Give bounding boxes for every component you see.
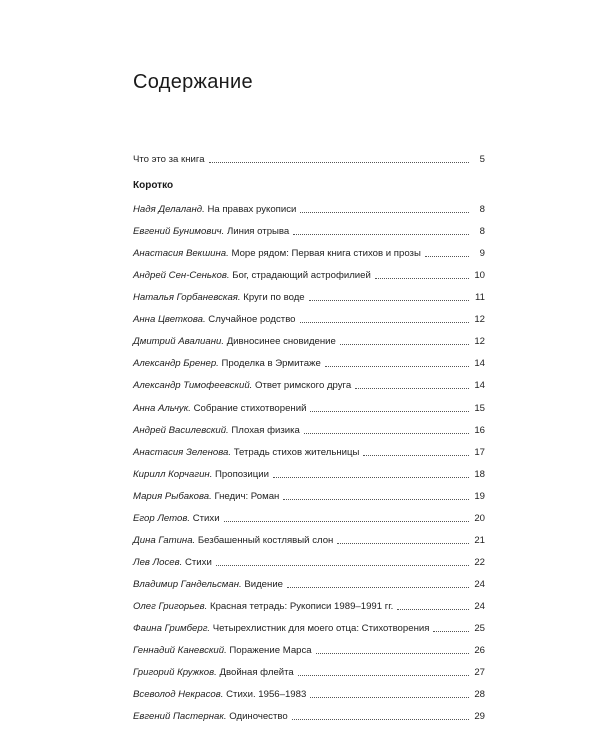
toc-leader-dots: [425, 255, 469, 257]
toc-row[interactable]: [133, 707, 485, 723]
toc-title: Проделка в Эрмитаже: [221, 358, 321, 370]
toc-row[interactable]: [133, 509, 485, 525]
toc-row[interactable]: [133, 531, 485, 547]
toc-row[interactable]: [133, 575, 485, 591]
toc-row[interactable]: [133, 376, 485, 392]
toc-page-number: 20: [474, 512, 485, 524]
toc-row[interactable]: [133, 619, 485, 635]
toc-title: Стихи: [184, 556, 212, 568]
toc-leader-dots: [433, 630, 469, 632]
toc-page-number: 12: [474, 314, 485, 326]
toc-author: Геннадий Каневский.: [133, 645, 227, 656]
toc-row[interactable]: [133, 553, 485, 569]
toc-page-number: 24: [474, 578, 485, 590]
toc-row[interactable]: [133, 266, 485, 282]
toc-page-number: 9: [479, 248, 485, 260]
toc-author: Кирилл Корчагин.: [133, 468, 213, 480]
toc-entry: [133, 292, 305, 304]
toc-author: Анна Альчук.: [133, 402, 191, 414]
toc-entry: [133, 358, 321, 370]
toc-page-number: 25: [474, 623, 485, 634]
toc-row[interactable]: [133, 200, 485, 216]
toc-author: Евгений Пастернак.: [133, 711, 227, 723]
toc-author: Анна Цветкова.: [133, 314, 206, 326]
toc-leader-dots: [292, 718, 469, 720]
toc-title: Безбашенный костлявый слон: [197, 534, 334, 546]
toc-title: Видение: [244, 578, 284, 590]
toc-row[interactable]: [133, 421, 485, 437]
toc-title: Двойная флейта: [219, 667, 294, 678]
toc-leader-dots: [337, 542, 469, 544]
toc-entry: [133, 689, 306, 701]
toc-row[interactable]: [133, 399, 485, 415]
toc-row[interactable]: [133, 354, 485, 370]
toc-author: Анастасия Векшина.: [133, 248, 229, 260]
toc-leader-dots: [209, 161, 469, 163]
toc-author: Фаина Гримберг.: [133, 623, 211, 634]
toc-title: Пропозиции: [215, 468, 269, 480]
toc-row[interactable]: [133, 597, 485, 613]
toc-leader-dots: [375, 277, 469, 279]
toc-title: На правах рукописи: [207, 204, 297, 215]
toc-page-number: 16: [474, 424, 485, 436]
toc-page-number: 8: [479, 226, 485, 238]
toc-entry: [133, 469, 269, 481]
toc-leader-dots: [224, 520, 469, 522]
toc-entry: [133, 380, 351, 392]
toc-title: Стихи. 1956–1983: [226, 689, 307, 701]
toc-row[interactable]: [133, 288, 485, 304]
toc-author: Дмитрий Авалиани.: [133, 336, 225, 348]
toc-page-number: 22: [474, 556, 485, 568]
toc-page-number: 5: [479, 154, 485, 165]
toc-entry: [133, 535, 333, 547]
toc-entry: [133, 403, 306, 415]
toc-row[interactable]: [133, 310, 485, 326]
toc-entry: [133, 557, 212, 569]
toc-leader-dots: [309, 299, 469, 301]
toc-entry: [133, 623, 429, 635]
toc-leader-dots: [273, 476, 469, 478]
toc-leader-dots: [340, 343, 469, 345]
toc-entry: [133, 645, 312, 657]
toc-leader-dots: [216, 564, 469, 566]
toc-leader-dots: [397, 608, 469, 610]
toc-leader-dots: [363, 454, 469, 456]
toc-entry: [133, 601, 393, 613]
toc-leader-dots: [355, 387, 469, 389]
toc-row[interactable]: [133, 663, 485, 679]
toc-leader-dots: [310, 696, 469, 698]
toc-title: Бог, страдающий астрофилией: [232, 270, 371, 282]
toc-row[interactable]: [133, 685, 485, 701]
toc-title: Одиночество: [229, 711, 288, 723]
toc-author: Надя Делаланд.: [133, 204, 205, 215]
toc-title: Собрание стихотворений: [193, 402, 307, 414]
toc-entry: [133, 513, 220, 525]
toc-entry: [133, 336, 336, 348]
toc-leader-dots: [310, 410, 469, 412]
toc-author: Лев Лосев.: [133, 556, 183, 568]
page-title: Содержание: [133, 71, 253, 93]
toc-row[interactable]: [133, 222, 485, 238]
toc-author: Александр Тимофеевский.: [133, 380, 253, 392]
toc-page-number: 21: [474, 534, 485, 546]
toc-page-number: 24: [474, 600, 485, 612]
toc-title: Тетрадь стихов жительницы: [233, 446, 360, 458]
toc-author: Олег Григорьев.: [133, 600, 208, 612]
toc-page-number: 19: [474, 490, 485, 502]
toc-author: Владимир Гандельсман.: [133, 578, 242, 590]
toc-entry-title: Что это за книга: [133, 154, 205, 165]
toc-entry: [133, 491, 279, 503]
toc-entry: [133, 667, 294, 679]
toc-page-number: 14: [474, 358, 485, 370]
toc-author: Наталья Горбаневская.: [133, 292, 241, 304]
toc-author: Дина Гатина.: [133, 534, 196, 546]
toc-leader-dots: [300, 211, 469, 213]
toc-title: Случайное родство: [208, 314, 296, 326]
toc-leader-dots: [316, 652, 469, 654]
toc-row-intro[interactable]: [133, 150, 485, 166]
toc-row[interactable]: [133, 443, 485, 459]
toc-leader-dots: [283, 498, 469, 500]
toc-title: Круги по воде: [243, 292, 305, 304]
toc-entry: [133, 314, 296, 326]
toc-entry: [133, 204, 296, 216]
toc-title: Гнедич: Роман: [214, 490, 280, 502]
toc-page-number: 15: [474, 402, 485, 414]
toc-title: Красная тетрадь: Рукописи 1989–1991 гг.: [210, 600, 394, 612]
toc-leader-dots: [287, 586, 469, 588]
toc-row[interactable]: [133, 332, 485, 348]
toc-page-number: 12: [474, 336, 485, 348]
toc-page-number: 29: [474, 711, 485, 723]
toc-title: Ответ римского друга: [255, 380, 352, 392]
toc-leader-dots: [304, 432, 469, 434]
toc-page-number: 28: [474, 689, 485, 701]
toc-author: Егор Летов.: [133, 512, 191, 524]
toc-leader-dots: [300, 321, 469, 323]
section-heading: Коротко: [133, 180, 174, 191]
toc-title: Линия отрыва: [227, 226, 290, 238]
toc-title: Дивносинее сновидение: [226, 336, 336, 348]
toc-page-number: 8: [479, 204, 485, 215]
toc-title: Четырехлистник для моего отца: Стихотворения: [212, 623, 430, 634]
toc-author: Андрей Сен-Сеньков.: [133, 270, 230, 282]
toc-page-number: 10: [474, 270, 485, 282]
toc-title: Стихи: [192, 512, 220, 524]
toc-title: Поражение Марса: [229, 645, 312, 656]
toc-author: Андрей Василевский.: [133, 424, 229, 436]
toc-row[interactable]: [133, 487, 485, 503]
toc-row[interactable]: [133, 465, 485, 481]
toc-leader-dots: [293, 233, 469, 235]
toc-author: Всеволод Некрасов.: [133, 689, 224, 701]
toc-leader-dots: [325, 365, 469, 367]
toc-author: Евгений Бунимович.: [133, 226, 225, 238]
toc-row[interactable]: [133, 244, 485, 260]
toc-entry: [133, 447, 359, 459]
toc-page-number: 17: [474, 446, 485, 458]
toc-author: Александр Бренер.: [133, 358, 219, 370]
toc-author: Григорий Кружков.: [133, 667, 217, 678]
toc-page-number: 14: [474, 380, 485, 392]
toc-entry: [133, 711, 288, 723]
toc-leader-dots: [298, 674, 469, 676]
toc-entry: [133, 425, 300, 437]
toc-page-number: 26: [474, 645, 485, 656]
toc-page-number: 27: [474, 667, 485, 678]
toc-title: Море рядом: Первая книга стихов и прозы: [231, 248, 421, 260]
toc-row[interactable]: [133, 641, 485, 657]
toc-author: Мария Рыбакова.: [133, 490, 212, 502]
toc-page-number: 18: [474, 468, 485, 480]
toc-entry: [133, 579, 283, 591]
toc-entry: [133, 248, 421, 260]
toc-entry: [133, 226, 289, 238]
toc-page-number: 11: [475, 292, 485, 304]
toc-entry: [133, 270, 371, 282]
toc-title: Плохая физика: [231, 424, 300, 436]
toc-author: Анастасия Зеленова.: [133, 446, 232, 458]
